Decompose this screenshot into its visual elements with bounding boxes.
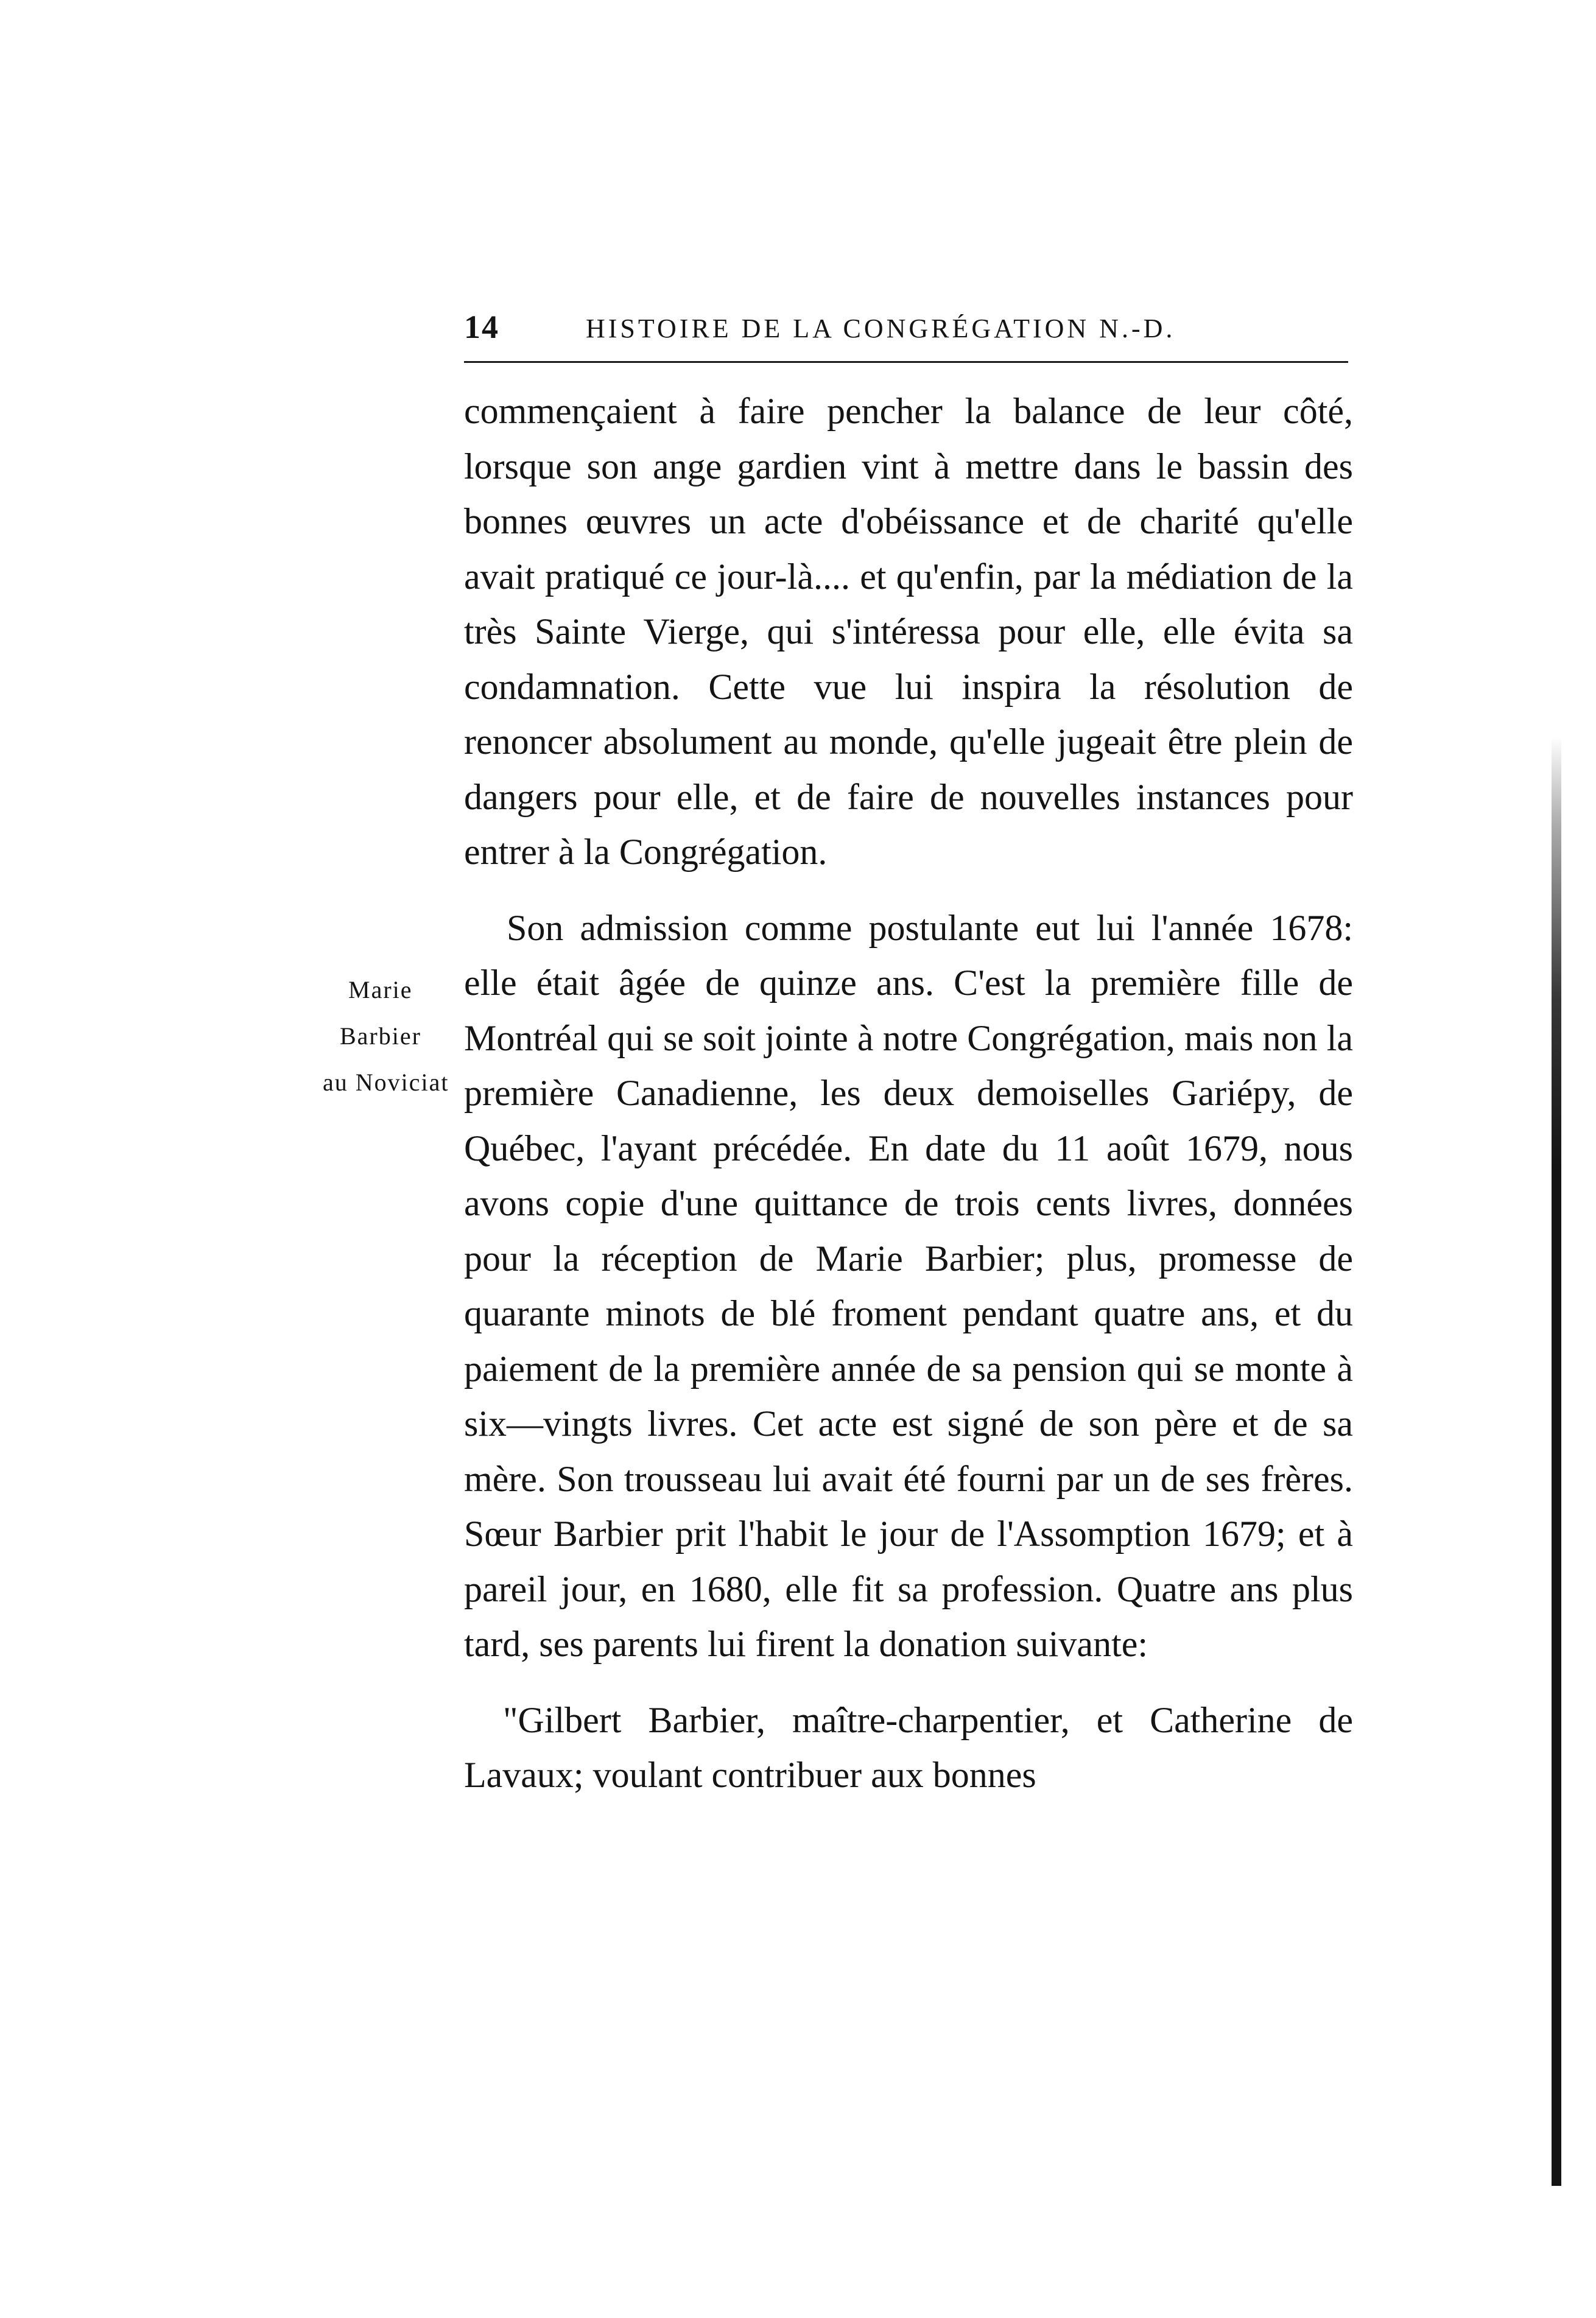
page-number: 14 (464, 309, 499, 345)
paragraph-admission: Son admission comme postulante eut lui l'année 1678: elle était âgée de quinze ans. C'est la première fille de Montréal qui se soit jointe à notre Congrégation, mais non la première Canadienne, les deux demoiselles Gariépy, de Québec, l'ayant précédée. En date du 11 août 1679, nous avons copie d'une quittance de trois cents livres, données pour la réception de Marie Barbier; plus, promesse de quarante minots de blé froment pendant quatre ans, et du paiement de la première année de sa pension qui se monte à six—vingts livres. Cet acte est signé de son père et de sa mère. Son trousseau lui avait été fourni par un de ses frères. Sœur Barbier prit l'habit le jour de l'Assomption 1679; et à pareil jour, en 1680, elle fit sa profession. Quatre ans plus tard, ses parents lui firent la donation suivante: (464, 907, 1353, 1664)
running-title: HISTOIRE DE LA CONGRÉGATION N.-D. (586, 314, 1176, 343)
marginal-note-line: Barbier (340, 1022, 421, 1050)
marginal-note-line: au Noviciat (323, 1069, 449, 1096)
paragraph-continued: commençaient à faire pencher la balance de leur côté, lorsque son ange gardien vint à mettre dans le bassin des bonnes œuvres un acte d'obéissance et de charité qu'elle avait pratiqué ce jour-là.... et qu'enfin, par la médiation de la très Sainte Vierge, qui s'intéressa pour elle, elle évita sa condamnation. Cette vue lui inspira la résolution de renoncer absolument au monde, qu'elle jugeait être plein de dangers pour elle, et de faire de nouvelles instances pour entrer à la Congrégation. (464, 391, 1353, 872)
scan-edge-shadow (1552, 737, 1561, 2186)
marginal-note (323, 967, 463, 1106)
body-text (464, 384, 1353, 1803)
marginal-note-line: Marie (348, 976, 413, 1003)
running-head (464, 308, 1353, 357)
header-rule (464, 361, 1348, 363)
paragraph-donation-quote: "Gilbert Barbier, maître-charpentier, et Catherine de Lavaux; voulant contribuer aux bonnes (464, 1699, 1353, 1795)
